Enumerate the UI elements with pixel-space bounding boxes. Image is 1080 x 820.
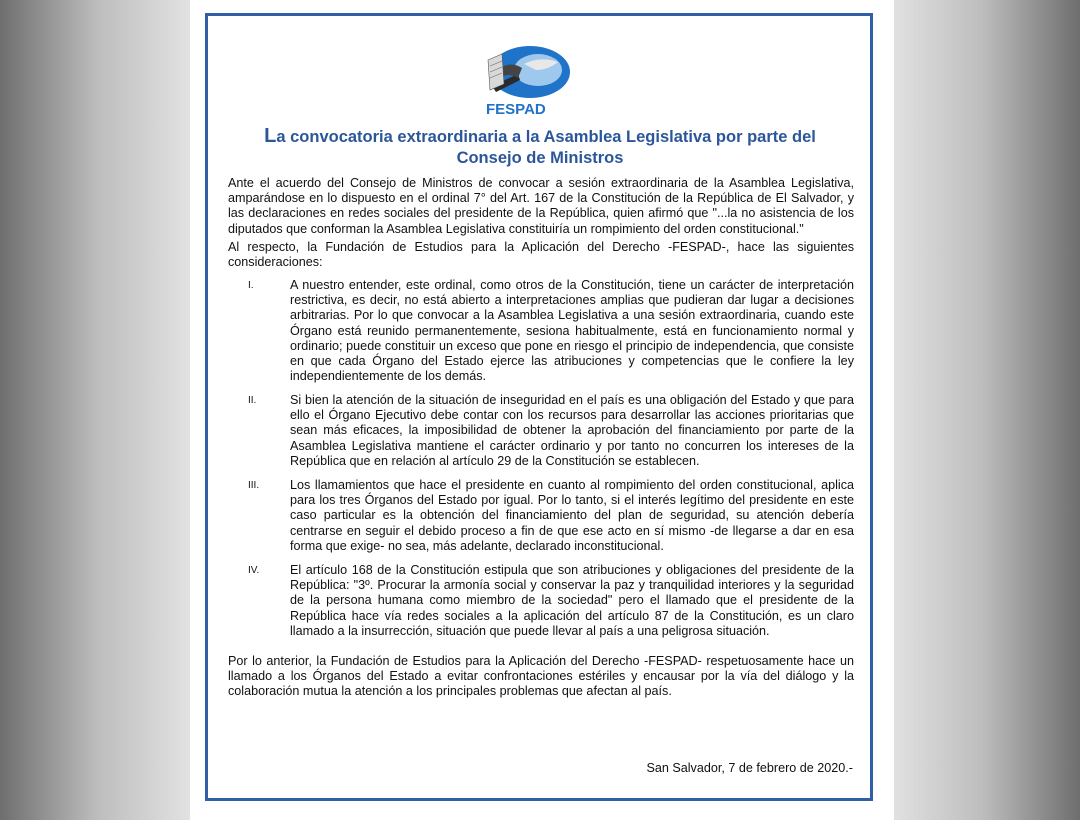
title-line1: a convocatoria extraordinaria a la Asamblea Legislativa por parte del [276,128,816,146]
conclusion-paragraph: Por lo anterior, la Fundación de Estudios para la Aplicación del Derecho -FESPAD- respetuosamente hace un llamado a los Órganos del Estado a evitar confrontaciones estériles y encausar por la vía del diálogo y la colaboración mutua la atención a los principales problemas que afectan al país. [228,654,854,699]
item-text: A nuestro entender, este ordinal, como otros de la Constitución, tiene un carácter de interpretación restrictiva, es decir, no está abierto a interpretaciones amplias que pudieran dar lugar a decisiones arbitrarias. Por lo que convocar a la Asamblea Legislativa a una sesión extraordinaria, cuando este Órgano está reunido permanentemente, sesiona habitualmente, está en funcionamiento normal y ordinario; puede constituir un exceso que pone en riesgo el principio de independencia, que consiste en que cada Órgano del Estado ejerce las atribuciones y competencias que le confiere la ley independientemente de los demás. [290,278,854,384]
considerations-intro: Al respecto, la Fundación de Estudios para la Aplicación del Derecho -FESPAD-, hace las siguientes consideraciones: [228,240,854,270]
fespad-logo-emblem [478,40,586,120]
list-item [248,393,854,469]
item-number: II. [248,395,257,406]
fespad-logo [478,40,586,120]
item-text: Si bien la atención de la situación de inseguridad en el país es una obligación del Estado y que para ello el Órgano Ejecutivo debe contar con los recursos para desarrollar las acciones prioritarias que sean más eficaces, la imposibilidad de obtener la aprobación del financiamiento por parte de la Asamblea Legislativa mantiene el carácter ordinario y por tanto no concurren los intereses de la República que en relación al artículo 29 de la Constitución se establecen. [290,393,854,468]
item-number: III. [248,480,260,491]
item-number: I. [248,280,254,291]
list-item [248,563,854,639]
item-text: Los llamamientos que hace el presidente en cuanto al rompimiento del orden constitucional, aplica para los tres Órganos del Estado por igual. Por lo tanto, si el interés legítimo del presidente en este caso particular es la obtención del financiamiento del plan de seguridad, su atención debería centrarse en seguir el debido proceso a fin de que ese acto en sí mismo -de llegarse a dar en esa forma que exige- no sea, más adelante, declarado inconstitucional. [290,478,854,553]
document-title [228,126,852,169]
title-line2: Consejo de Ministros [456,149,624,167]
list-item [248,278,854,384]
title-first-letter: L [264,125,277,147]
logo-text: FESPAD [486,101,546,118]
signature-line: San Salvador, 7 de febrero de 2020.- [646,761,853,775]
list-item [248,478,854,554]
item-text: El artículo 168 de la Constitución estipula que son atribuciones y obligaciones del presidente de la República: "3º. Procurar la armonía social y conservar la paz y tranquilidad interiores y la seguridad de la persona humana como miembro de la sociedad" pero el llamado que el presidente de la República hace vía redes sociales a la aplicación del artículo 87 de la Constitución, es un claro llamado a la insurrección, situación que puede llevar al país a una peligrosa situación. [290,563,854,638]
intro-paragraph: Ante el acuerdo del Consejo de Ministros de convocar a sesión extraordinaria de la Asamblea Legislativa, amparándose en lo dispuesto en el ordinal 7° del Art. 167 de la Constitución de la República de El Salvador, y las declaraciones en redes sociales del presidente de la República, quien afirmó que "...la no asistencia de los diputados que conforman la Asamblea Legislativa constituiría un rompimiento del orden constitucional." [228,176,854,236]
item-number: IV. [248,565,260,576]
